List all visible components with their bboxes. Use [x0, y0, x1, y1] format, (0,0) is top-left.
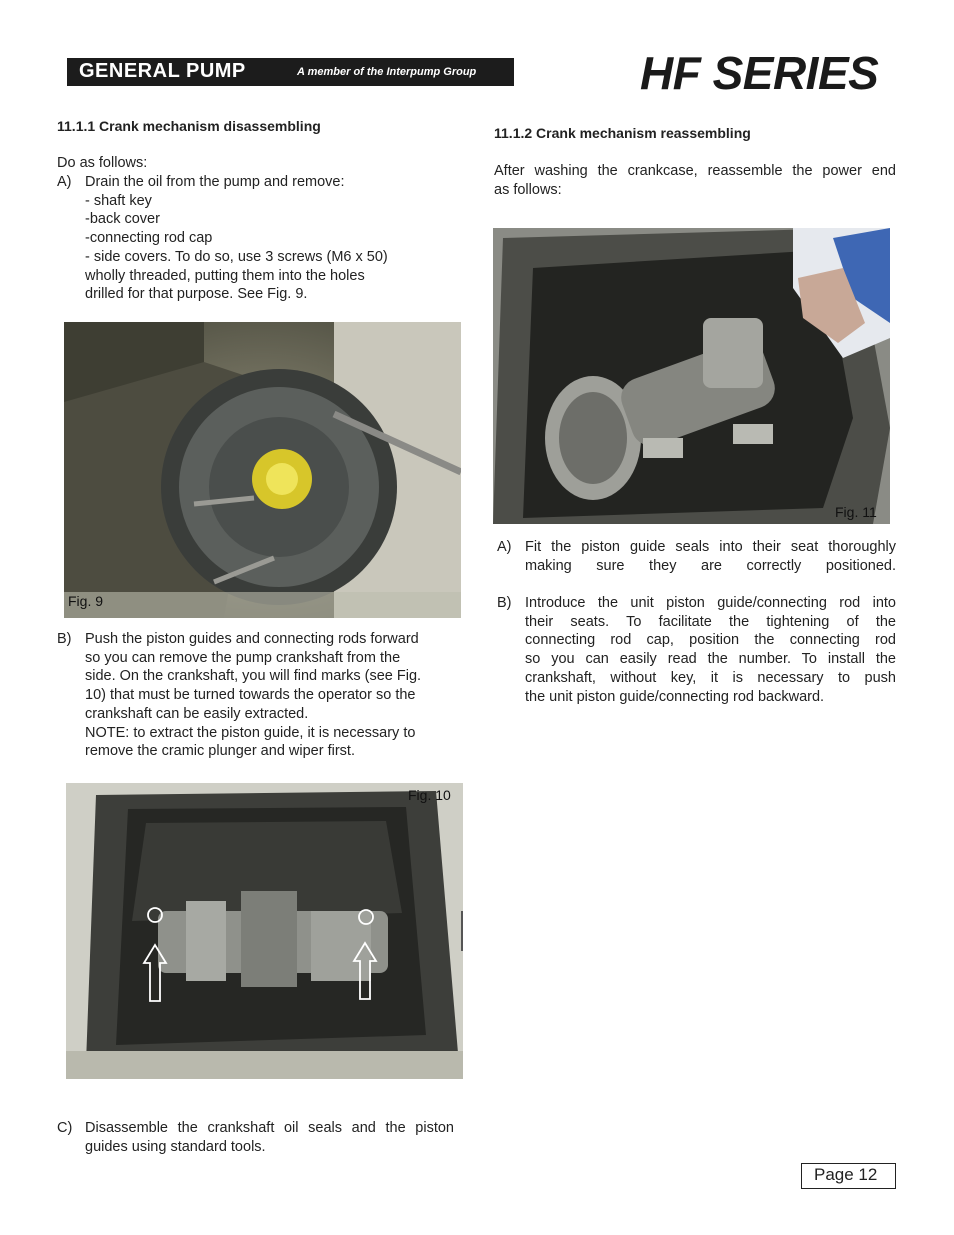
brand-bar — [67, 58, 514, 86]
fig-11-caption: Fig. 11 — [835, 504, 877, 520]
step-b-reassembly — [497, 594, 896, 709]
step-text: Push the piston guides and connecting rods forward so you can remove the pump crankshaft from the side. On the crankshaft, you will find marks (see Fig. 10) that must be turned towards the operator so the crankshaft can be easily extracted. NOTE: to extract the piston guide, it is necessary to remove the cramic plunger and wiper first. — [85, 631, 422, 760]
fig-10-photo — [66, 783, 463, 1079]
step-label: B) — [497, 595, 512, 611]
step-text: Drain the oil from the pump and remove: - shaft key -back cover -connecting rod cap - side covers. To do so, use 3 screws (M6 x 50) wholly threaded, putting them into the holes drilled for that purpose. See Fig. 9. — [85, 174, 388, 303]
series-title: HF SERIES — [640, 47, 879, 99]
step-label: C) — [57, 1120, 73, 1136]
crankcase-marks-illustration — [66, 783, 463, 1079]
step-text: Introduce the unit piston guide/connecting rod into their seats. To facilitate the tightening of the connecting rod cap, position the connecting rod so you can easily read the number. To install the crankshaft, without key, it is necessary to push the unit piston guide/connecting rod backward. — [525, 595, 896, 705]
step-label: A) — [57, 174, 72, 190]
fig-9-caption: Fig. 9 — [68, 593, 104, 609]
step-a-reassembly — [497, 538, 896, 578]
fig-10-caption: Fig. 10 — [408, 787, 451, 803]
step-a-disassembly — [57, 173, 457, 305]
disassembly-intro: Do as follows: — [57, 155, 148, 171]
reassembly-intro: After washing the crankcase, reassemble the power end as follows: — [494, 163, 896, 198]
step-text: Disassemble the crankshaft oil seals and the piston guides using standard tools. — [85, 1120, 454, 1155]
step-label: A) — [497, 539, 512, 555]
step-b-disassembly — [57, 630, 457, 762]
step-text: Fit the piston guide seals into their seat thoroughly making sure they are correctly positioned. — [525, 539, 896, 574]
step-c-disassembly — [57, 1119, 454, 1159]
step-label: B) — [57, 631, 72, 647]
pump-side-cover-illustration — [64, 322, 461, 618]
crankshaft-insertion-illustration — [493, 228, 890, 524]
page-number: Page 12 — [814, 1165, 878, 1184]
disassembly-heading: 11.1.1 Crank mechanism disassembling — [57, 118, 321, 134]
fig-11-photo — [493, 228, 890, 524]
page-number-box — [801, 1163, 896, 1189]
brand-name: GENERAL PUMP — [79, 60, 246, 82]
fig-9-photo — [64, 322, 461, 618]
brand-tagline: A member of the Interpump Group — [297, 66, 477, 78]
reassembly-heading: 11.1.2 Crank mechanism reassembling — [494, 125, 751, 141]
